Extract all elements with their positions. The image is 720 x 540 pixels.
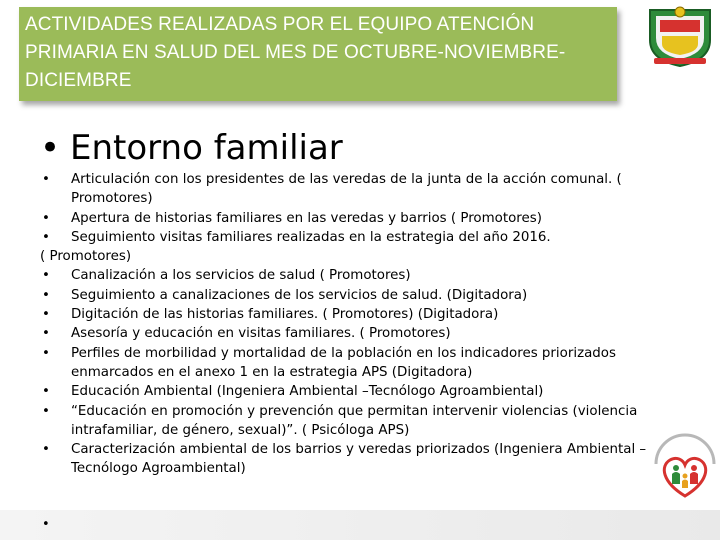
bottom-strip [0,510,720,540]
list-item-text: Apertura de historias familiares en las veredas y barrios ( Promotores) [71,210,542,226]
title-line-1: ACTIVIDADES REALIZADAS POR EL EQUIPO ATENCIÓN [25,14,535,35]
list-bullet: • [42,403,50,419]
list-bullet: • [42,229,50,245]
list-item-text: ( Promotores) [40,249,132,265]
list-item [40,247,680,266]
list-item [40,440,680,479]
list-item [40,305,680,324]
list-bullet: • [42,345,50,361]
title-line-3: DICIEMBRE [25,70,132,91]
activities-list [40,170,680,479]
list-item [40,382,680,401]
list-bullet: • [42,268,50,284]
bottom-bullet: • [42,517,50,532]
list-item [40,170,680,209]
list-item [40,402,680,441]
list-bullet: • [42,172,50,187]
list-item-text: Articulación con los presidentes de las veredas de la junta de la acción comunal. ( Promotores) [71,172,622,207]
list-item-text: Digitación de las historias familiares. ( Promotores) (Digitadora) [71,307,499,323]
list-bullet: • [42,210,50,226]
list-bullet: • [42,442,50,458]
list-item-text: Seguimiento visitas familiares realizadas en la estrategia del año 2016. [71,229,551,245]
family-heart-emblem-icon [650,430,720,504]
list-item-text: “Educación en promoción y prevención que permitan intervenir violencias (violencia intrafamiliar, de género, sexual)”. ( Psicóloga APS) [71,403,638,438]
list-item-text: Seguimiento a canalizaciones de los servicios de salud. (Digitadora) [71,287,528,303]
list-item-text: Asesoría y educación en visitas familiares. ( Promotores) [71,326,451,342]
list-item [40,228,680,247]
heading-text: Entorno familiar [70,128,343,168]
list-item [40,324,680,343]
section-heading [40,128,343,168]
municipal-shield-logo-icon [642,2,718,68]
list-bullet: • [42,307,50,323]
list-item-text: Perfiles de morbilidad y mortalidad de la población en los indicadores priorizados enmarcados en el anexo 1 en la estrategia APS (Digitadora) [71,345,616,380]
list-item-text: Educación Ambiental (Ingeniera Ambiental –Tecnólogo Agroambiental) [71,384,544,400]
list-item [40,209,680,228]
list-item [40,286,680,305]
list-item-text: Caracterización ambiental de los barrios y veredas priorizados (Ingeniera Ambiental –Tecnólogo Agroambiental) [71,442,647,477]
title-line-2: PRIMARIA EN SALUD DEL MES DE OCTUBRE-NOVIEMBRE- [25,42,566,63]
heading-bullet: • [40,128,61,168]
list-bullet: • [42,384,50,400]
list-bullet: • [42,287,50,303]
list-bullet: • [42,326,50,342]
list-item [40,344,680,383]
title-banner [19,7,617,101]
list-item-text: Canalización a los servicios de salud ( Promotores) [71,268,411,284]
list-item [40,266,680,285]
